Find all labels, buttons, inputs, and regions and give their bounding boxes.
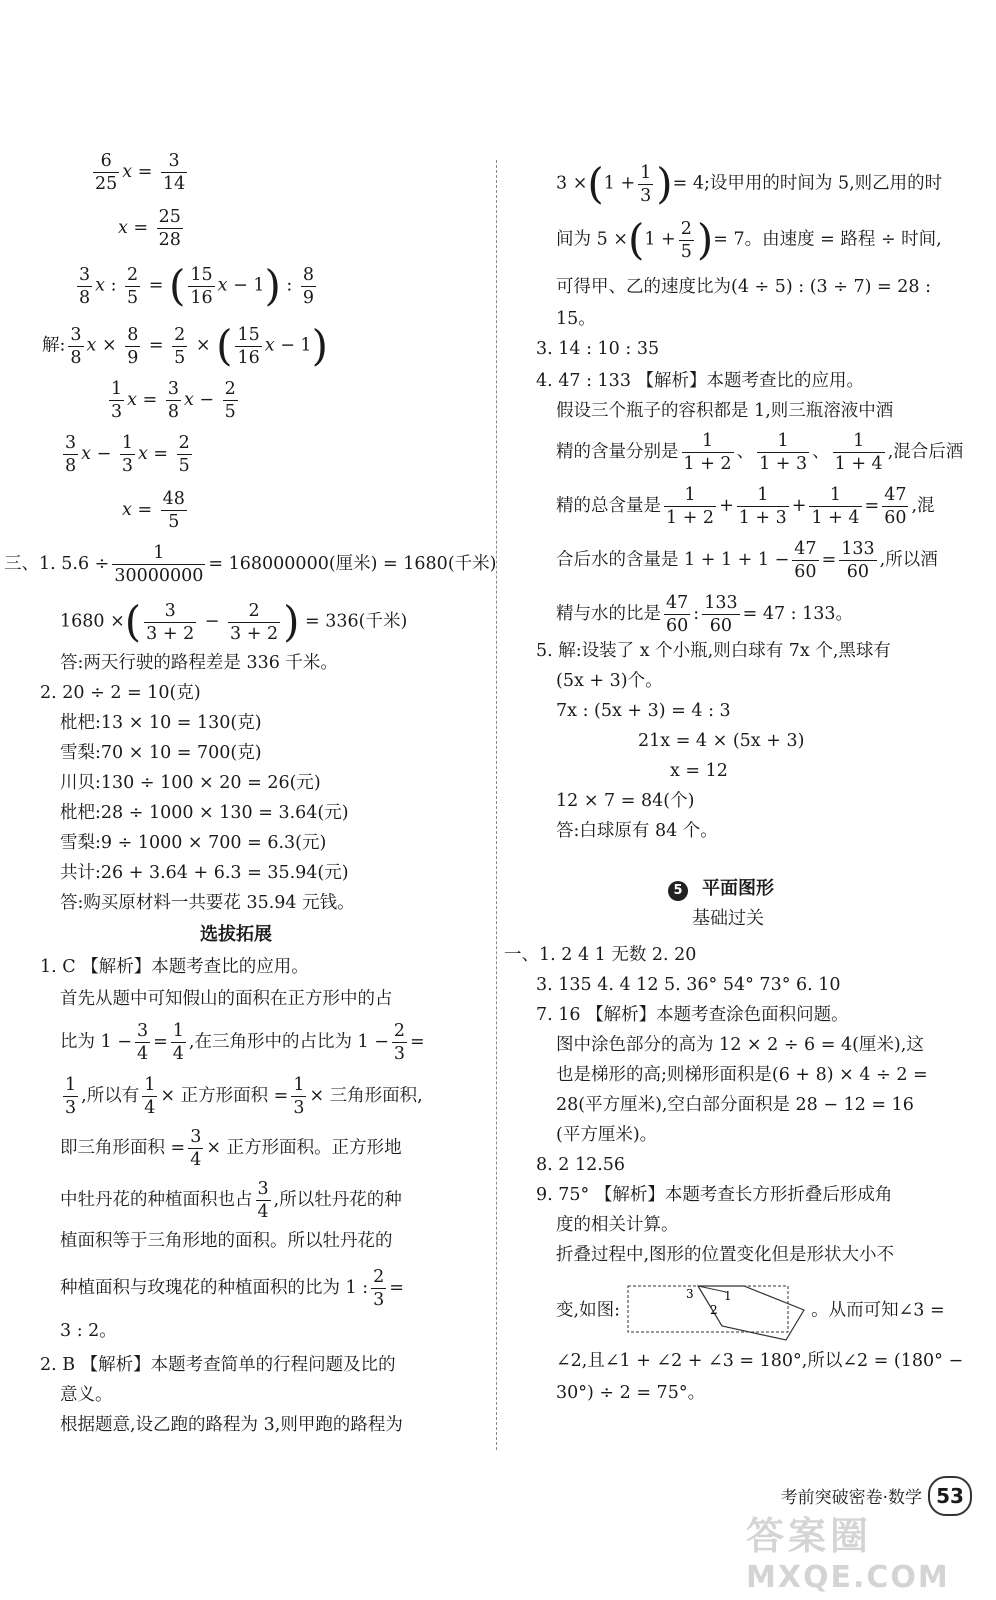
s3-q2-line-1: 枇杷:13 × 10 = 130(克) [60,713,262,733]
basic-section-title: 基础过关 [692,908,764,929]
ext-q1-line7: 种植面积与玫瑰花的种植面积的比为 1 : $\frac{2}{3}$ = [60,1267,404,1310]
s3-q2-line-7: 答:购买原材料一共要花 35.94 元钱。 [60,893,355,913]
section-title-extension: 选拔拓展 [200,924,272,945]
watermark-text: 答案圈 [746,1514,873,1558]
column-divider [496,160,497,1450]
ext-q1-line3: $\frac{1}{3}$ ,所以有 $\frac{1}{4}$ × 正方形面积 = $\frac{1}{3}$ × 三角形面积, [65,1075,423,1118]
s3-q2-line-2: 雪梨:70 × 10 = 700(克) [60,743,262,763]
section-3-q1-line1: 三、1. 5.6 ÷ $\frac{1}{30000000}$ = 168000000(厘米) = 1680(千米) [4,543,497,586]
q4-line3: 精的总含量是 $\frac{1}{1 + 2}$ + $\frac{1}{1 + 3}$ + $\frac{1}{1 + 4}$ = $\frac{47}{60}$ ,混 [556,485,935,528]
q4-head: 4. 47 : 133 【解析】本题考查比的应用。 [536,371,865,391]
q5-line3: 21x = 4 × (5x + 3) [638,731,805,751]
q5-line2: 7x : (5x + 3) = 4 : 3 [556,701,731,721]
b9-line5: 30°) ÷ 2 = 75°。 [556,1383,706,1403]
b7-line2: 也是梯形的高;则梯形面积是(6 + 8) × 4 ÷ 2 = [556,1065,928,1085]
ext-q1-line8: 3 : 2。 [60,1321,117,1341]
angle-label-2: 2 [709,1303,718,1317]
ext-q1-line4: 即三角形面积 = $\frac{3}{4}$ × 正方形面积。正方形地 [60,1127,402,1170]
b9-line4: ∠2,且∠1 + ∠2 + ∠3 = 180°,所以∠2 = (180° − [556,1351,964,1371]
b7-line3: 28(平方厘米),空白部分面积是 28 − 12 = 16 [556,1095,914,1115]
s3-q2-line-3: 川贝:130 ÷ 100 × 20 = 26(元) [60,773,321,793]
q4-line4: 合后水的含量是 1 + 1 + 1 − $\frac{47}{60}$ = $\frac{133}{60}$ ,所以酒 [556,539,938,582]
b7-head: 7. 16 【解析】本题考查涂色面积问题。 [536,1005,849,1025]
chapter-heading [668,874,774,901]
equation-4: 解: $\frac{3}{8}$ x × $\frac{8}{9}$ = $\frac{2}{5}$ × ( $\frac{15}{16}$ x − 1) [42,321,328,370]
ext-q1-line5: 中牡丹花的种植面积也占 $\frac{3}{4}$ ,所以牡丹花的种 [60,1179,402,1222]
b9-line3: 变,如图: 3 1 2 。从而可知∠3 = [556,1280,945,1342]
ext-q1-line1: 首先从题中可知假山的面积在正方形中的占 [60,989,393,1009]
b7-line1: 图中涂色部分的高为 12 × 2 ÷ 6 = 4(厘米),这 [556,1035,924,1055]
s3-q2-line-4: 枇杷:28 ÷ 1000 × 130 = 3.64(元) [60,803,349,823]
s3-q2-line-6: 共计:26 + 3.64 + 6.3 = 35.94(元) [60,863,349,883]
watermark-url: MXQE.COM [746,1560,950,1595]
q5-head: 5. 解:设装了 x 个小瓶,则白球有 7x 个,黑球有 [536,641,891,661]
chapter-number-badge: 5 [668,881,688,901]
b9-line2: 折叠过程中,图形的位置变化但是形状大小不 [556,1245,895,1265]
b7-line4: (平方厘米)。 [556,1125,658,1145]
q5-line6: 答:白球原有 84 个。 [556,821,718,841]
q5-line4: x = 12 [670,761,728,781]
folded-rectangle-figure [626,1280,806,1342]
section-3-q1-answer: 答:两天行驶的路程差是 336 千米。 [60,653,338,673]
equation-2: x = $\frac{25}{28}$ [118,207,181,250]
equation-3: $\frac{3}{8}$ x : $\frac{2}{5}$ = ( $\frac{15}{16}$ x − 1) : $\frac{8}{9}$ [79,261,315,310]
q3-answer: 3. 14 : 10 : 35 [536,339,660,359]
b8-answer: 8. 2 12.56 [536,1155,626,1175]
ext-q2-line1: 意义。 [60,1385,113,1405]
q4-line5: 精与水的比是 $\frac{47}{60}$ : $\frac{133}{60}$ = 47 : 133。 [556,593,854,636]
equation-6: $\frac{3}{8}$ x − $\frac{1}{3}$ x = $\frac{2}{5}$ [65,433,190,476]
ext-q1-head: 1. C 【解析】本题考查比的应用。 [40,957,309,977]
b9-head: 9. 75° 【解析】本题考查长方形折叠后形成角 [536,1185,893,1205]
q4-line1: 假设三个瓶子的容积都是 1,则三瓶溶液中酒 [556,401,894,421]
ext-q2-line2: 根据题意,设乙跑的路程为 3,则甲跑的路程为 [60,1415,403,1435]
right-line2: 间为 5 ×(1 + $\frac{2}{5}$ )= 7。由速度 = 路程 ÷ 时间, [556,215,942,264]
angle-label-1: 1 [723,1289,732,1303]
watermark [746,1505,976,1595]
ext-q2-head: 2. B 【解析】本题考查简单的行程问题及比的 [40,1355,396,1375]
book-title: 考前突破密卷·数学 [780,1488,922,1508]
q5-line5: 12 × 7 = 84(个) [556,791,695,811]
s3-q2-line-0: 2. 20 ÷ 2 = 10(克) [40,683,201,703]
equation-1: $\frac{6}{25}$ x = $\frac{3}{14}$ [95,151,186,194]
right-line4: 15。 [556,309,596,329]
right-line1: 3 ×(1 + $\frac{1}{3}$ )= 4;设甲用的时间为 5,则乙用的时 [556,159,943,208]
ext-q1-line6: 植面积等于三角形地的面积。所以牡丹花的 [60,1231,393,1251]
q4-line2: 精的含量分别是 $\frac{1}{1 + 2}$ 、 $\frac{1}{1 + 3}$ 、 $\frac{1}{1 + 4}$ ,混合后酒 [556,431,964,474]
basic-line-3: 3. 135 4. 4 12 5. 36° 54° 73° 6. 10 [536,975,841,995]
page-number: 53 [928,1476,972,1516]
equation-7: x = $\frac{48}{5}$ [122,489,185,532]
section-3-q1-line2: 1680 ×( $\frac{3}{3 + 2}$ − $\frac{2}{3 + 2}$ ) = 336(千米) [60,597,408,646]
s3-q2-line-5: 雪梨:9 ÷ 1000 × 700 = 6.3(元) [60,833,327,853]
b9-line1: 度的相关计算。 [556,1215,679,1235]
ext-q1-line2: 比为 1 − $\frac{3}{4}$ = $\frac{1}{4}$ ,在三角形中的占比为 1 − $\frac{2}{3}$ = [60,1021,425,1064]
chapter-title: 平面图形 [702,878,774,899]
q5-line1: (5x + 3)个。 [556,671,663,691]
basic-line-1: 一、1. 2 4 1 无数 2. 20 [504,945,697,965]
angle-label-3: 3 [685,1287,694,1301]
equation-5: $\frac{1}{3}$ x = $\frac{3}{8}$ x − $\frac{2}{5}$ [111,379,236,422]
right-line3: 可得甲、乙的速度比为(4 ÷ 5) : (3 ÷ 7) = 28 : [556,277,931,297]
